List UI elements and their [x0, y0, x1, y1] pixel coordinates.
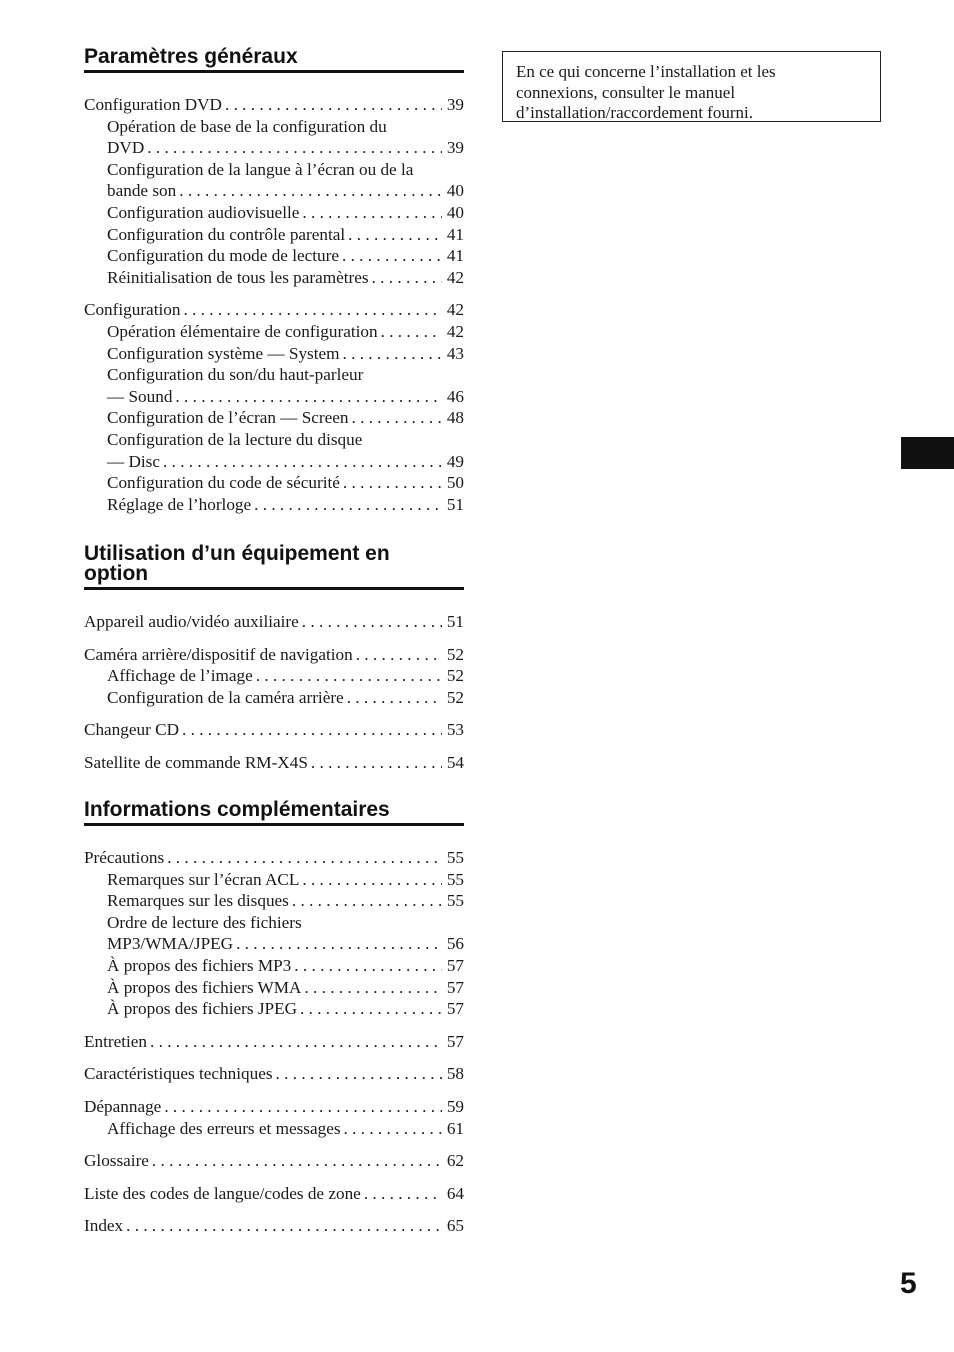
toc-entry-title: Remarques sur les disques [107, 891, 289, 911]
toc-entry[interactable] [84, 912, 464, 934]
toc-group [84, 752, 464, 774]
toc-entry-title: Configuration [84, 300, 181, 320]
note-line: d’installation/raccordement fourni. [516, 103, 753, 122]
dot-leader [163, 451, 442, 473]
toc-entry-page: 64 [446, 1183, 464, 1203]
toc-entry[interactable] [84, 719, 464, 741]
toc-entry-page: 42 [446, 321, 464, 341]
toc-group [84, 611, 464, 633]
toc-group [84, 1096, 464, 1139]
toc-entry[interactable] [84, 1183, 464, 1205]
toc-entry[interactable] [84, 343, 464, 365]
toc-section-optional-equipment [84, 544, 464, 785]
section-rule [84, 823, 464, 826]
toc-entry[interactable] [84, 687, 464, 709]
toc-entry-title: Liste des codes de langue/codes de zone [84, 1183, 361, 1203]
toc-entry-page: 55 [446, 869, 464, 889]
toc-entry[interactable] [84, 665, 464, 687]
toc-entry-title: Glossaire [84, 1151, 149, 1171]
dot-leader [381, 321, 442, 343]
dot-leader [126, 1215, 442, 1237]
toc-entry-page: 42 [446, 300, 464, 320]
toc-entry[interactable] [84, 494, 464, 516]
toc-entry[interactable] [84, 1096, 464, 1118]
dot-leader [175, 386, 442, 408]
dot-leader [356, 644, 442, 666]
toc-entry-title: Réinitialisation de tous les paramètres [107, 267, 369, 287]
toc-entry-title: Configuration audiovisuelle [107, 202, 300, 222]
dot-leader [182, 719, 442, 741]
note-line: En ce qui concerne l’installation et les [516, 62, 776, 81]
toc-entry-page: 50 [446, 473, 464, 493]
section-rule [84, 587, 464, 590]
toc-entry-page: 61 [446, 1118, 464, 1138]
toc-entry[interactable] [84, 890, 464, 912]
toc-entry[interactable] [84, 407, 464, 429]
toc-entry-page: 42 [446, 267, 464, 287]
toc-entry-title: Configuration DVD [84, 95, 222, 114]
dot-leader [364, 1183, 442, 1205]
dot-leader [292, 890, 442, 912]
toc-entry-page: 55 [446, 848, 464, 867]
toc-entry-page: 43 [446, 343, 464, 363]
toc-entry-title: Ordre de lecture des fichiers [107, 912, 302, 932]
dot-leader [183, 299, 442, 321]
toc-entry[interactable] [84, 180, 464, 202]
dot-leader [343, 343, 443, 365]
dot-leader [164, 1096, 442, 1118]
toc-entry-title: bande son [107, 181, 177, 201]
section-title-line: option [84, 562, 149, 585]
toc-entry[interactable] [84, 752, 464, 774]
toc-entry-title: Configuration de la caméra arrière [107, 687, 344, 707]
toc-group [84, 1031, 464, 1053]
toc-entry-title: MP3/WMA/JPEG [107, 934, 234, 954]
toc-entry-title: Dépannage [84, 1096, 162, 1116]
dot-leader [302, 869, 442, 891]
toc-entries [84, 611, 464, 774]
dot-leader [225, 94, 442, 116]
section-title: Informations complémentaires [84, 798, 390, 821]
dot-leader [347, 687, 442, 709]
toc-entry-page: 58 [446, 1064, 464, 1084]
toc-entry[interactable] [84, 1215, 464, 1237]
toc-entry-page: 51 [446, 494, 464, 514]
toc-entry-page: 40 [446, 202, 464, 222]
toc-entry-page: 39 [446, 95, 464, 114]
toc-entry-title: Configuration du code de sécurité [107, 473, 340, 493]
dot-leader [294, 955, 442, 977]
toc-entry[interactable] [84, 159, 464, 181]
toc-group [84, 847, 464, 1020]
toc-entry-title: Configuration du contrôle parental [107, 224, 346, 244]
toc-entry[interactable] [84, 299, 464, 321]
toc-entry-page: 57 [446, 999, 464, 1019]
toc-entry-title: DVD [107, 138, 145, 158]
toc-entry-title: Changeur CD [84, 720, 179, 740]
toc-entry-title: Affichage des erreurs et messages [107, 1118, 341, 1138]
toc-entry-title: Opération élémentaire de configuration [107, 321, 378, 341]
page-number: 5 [900, 1267, 917, 1300]
toc-entry-title: Opération de base de la configuration du [107, 116, 387, 136]
dot-leader [147, 137, 442, 159]
section-rule [84, 70, 464, 73]
toc-entry[interactable] [84, 977, 464, 999]
toc-entry-title: Caméra arrière/dispositif de navigation [84, 644, 353, 664]
toc-entry[interactable] [84, 847, 464, 869]
dot-leader [276, 1063, 442, 1085]
toc-entry-title: Configuration du son/du haut-parleur [107, 365, 364, 385]
section-title [84, 544, 464, 584]
toc-entry-title: Satellite de commande RM-X4S [84, 752, 308, 772]
toc-entry-page: 54 [446, 752, 464, 772]
toc-entry[interactable] [84, 321, 464, 343]
toc-group [84, 1063, 464, 1085]
toc-entry-title: Affichage de l’image [107, 666, 253, 686]
dot-leader [150, 1031, 442, 1053]
section-tab-marker [901, 437, 954, 469]
toc-entries [84, 847, 464, 1237]
toc-entry-title: Précautions [84, 848, 165, 867]
dot-leader [236, 933, 442, 955]
dot-leader [302, 202, 442, 224]
toc-entry-page: 53 [446, 720, 464, 740]
section-title: Paramètres généraux [84, 45, 298, 68]
toc-entry-page: 49 [446, 451, 464, 471]
toc-entry-page: 57 [446, 977, 464, 997]
toc-entry-page: 41 [446, 224, 464, 244]
dot-leader [152, 1150, 442, 1172]
toc-entry[interactable] [84, 116, 464, 138]
toc-entry-page: 52 [446, 644, 464, 664]
dot-leader [179, 180, 442, 202]
toc-entry-title: Configuration système — System [107, 343, 340, 363]
dot-leader [167, 847, 442, 869]
dot-leader [304, 977, 442, 999]
toc-entry[interactable] [84, 364, 464, 386]
toc-entry-title: Configuration de la langue à l’écran ou de la [107, 159, 414, 179]
toc-entry-page: 39 [446, 138, 464, 158]
dot-leader [254, 494, 442, 516]
toc-entry[interactable] [84, 933, 464, 955]
toc-entry[interactable] [84, 267, 464, 289]
toc-group [84, 94, 464, 288]
toc-entry[interactable] [84, 386, 464, 408]
toc-entry[interactable] [84, 224, 464, 246]
toc-entries [84, 94, 464, 515]
toc-entry-title: — Disc [107, 451, 160, 471]
note-line: connexions, consulter le manuel [516, 82, 736, 102]
dot-leader [256, 665, 442, 687]
toc-entry-page: 52 [446, 687, 464, 707]
section-title-line: Utilisation d’un équipement en [84, 542, 390, 565]
toc-entry-title: À propos des fichiers MP3 [107, 955, 292, 975]
toc-entry-title: Caractéristiques techniques [84, 1064, 273, 1084]
toc-entry[interactable] [84, 998, 464, 1020]
toc-entry[interactable] [84, 1150, 464, 1172]
toc-entry-title: Configuration de la lecture du disque [107, 429, 363, 449]
toc-entry[interactable] [84, 429, 464, 451]
dot-leader [300, 998, 442, 1020]
toc-entry-title: Remarques sur l’écran ACL [107, 869, 300, 889]
installation-note-box [502, 51, 881, 122]
toc-entry-page: 65 [446, 1216, 464, 1236]
toc-group [84, 299, 464, 515]
toc-entry[interactable] [84, 245, 464, 267]
toc-entry-title: Configuration de l’écran — Screen [107, 408, 349, 428]
toc-entry-page: 57 [446, 955, 464, 975]
dot-leader [344, 1118, 442, 1140]
dot-leader [342, 245, 442, 267]
toc-entry-title: Configuration du mode de lecture [107, 246, 339, 266]
toc-entry-title: À propos des fichiers JPEG [107, 999, 297, 1019]
toc-group [84, 1215, 464, 1237]
toc-entry-title: Entretien [84, 1031, 147, 1051]
toc-entry-page: 55 [446, 891, 464, 911]
toc-entry-page: 51 [446, 612, 464, 631]
toc-section-additional-info [84, 800, 464, 1248]
toc-entry[interactable] [84, 1118, 464, 1140]
toc-entry[interactable] [84, 1063, 464, 1085]
toc-entry-page: 48 [446, 408, 464, 428]
toc-group [84, 1183, 464, 1205]
toc-entry-page: 40 [446, 181, 464, 201]
dot-leader [311, 752, 442, 774]
dot-leader [348, 224, 442, 246]
toc-entry-page: 59 [446, 1096, 464, 1116]
toc-entry[interactable] [84, 955, 464, 977]
dot-leader [302, 611, 442, 633]
toc-entry-page: 57 [446, 1031, 464, 1051]
toc-entry-page: 41 [446, 246, 464, 266]
toc-entry-title: — Sound [107, 386, 173, 406]
dot-leader [352, 407, 443, 429]
toc-entry[interactable] [84, 611, 464, 633]
toc-entry[interactable] [84, 94, 464, 116]
toc-entry-page: 52 [446, 666, 464, 686]
toc-entry[interactable] [84, 644, 464, 666]
toc-entry[interactable] [84, 202, 464, 224]
toc-entry[interactable] [84, 137, 464, 159]
toc-section-general-settings [84, 47, 464, 526]
toc-entry-page: 56 [446, 934, 464, 954]
toc-entry-title: À propos des fichiers WMA [107, 977, 302, 997]
toc-entry-title: Index [84, 1216, 124, 1236]
toc-entry[interactable] [84, 1031, 464, 1053]
toc-entry-page: 62 [446, 1151, 464, 1171]
toc-entry-page: 46 [446, 386, 464, 406]
toc-entry-title: Appareil audio/vidéo auxiliaire [84, 612, 299, 631]
toc-group [84, 1150, 464, 1172]
toc-group [84, 644, 464, 709]
dot-leader [343, 472, 442, 494]
toc-entry[interactable] [84, 869, 464, 891]
toc-entry-title: Réglage de l’horloge [107, 494, 252, 514]
toc-entry[interactable] [84, 451, 464, 473]
dot-leader [372, 267, 442, 289]
toc-group [84, 719, 464, 741]
toc-entry[interactable] [84, 472, 464, 494]
